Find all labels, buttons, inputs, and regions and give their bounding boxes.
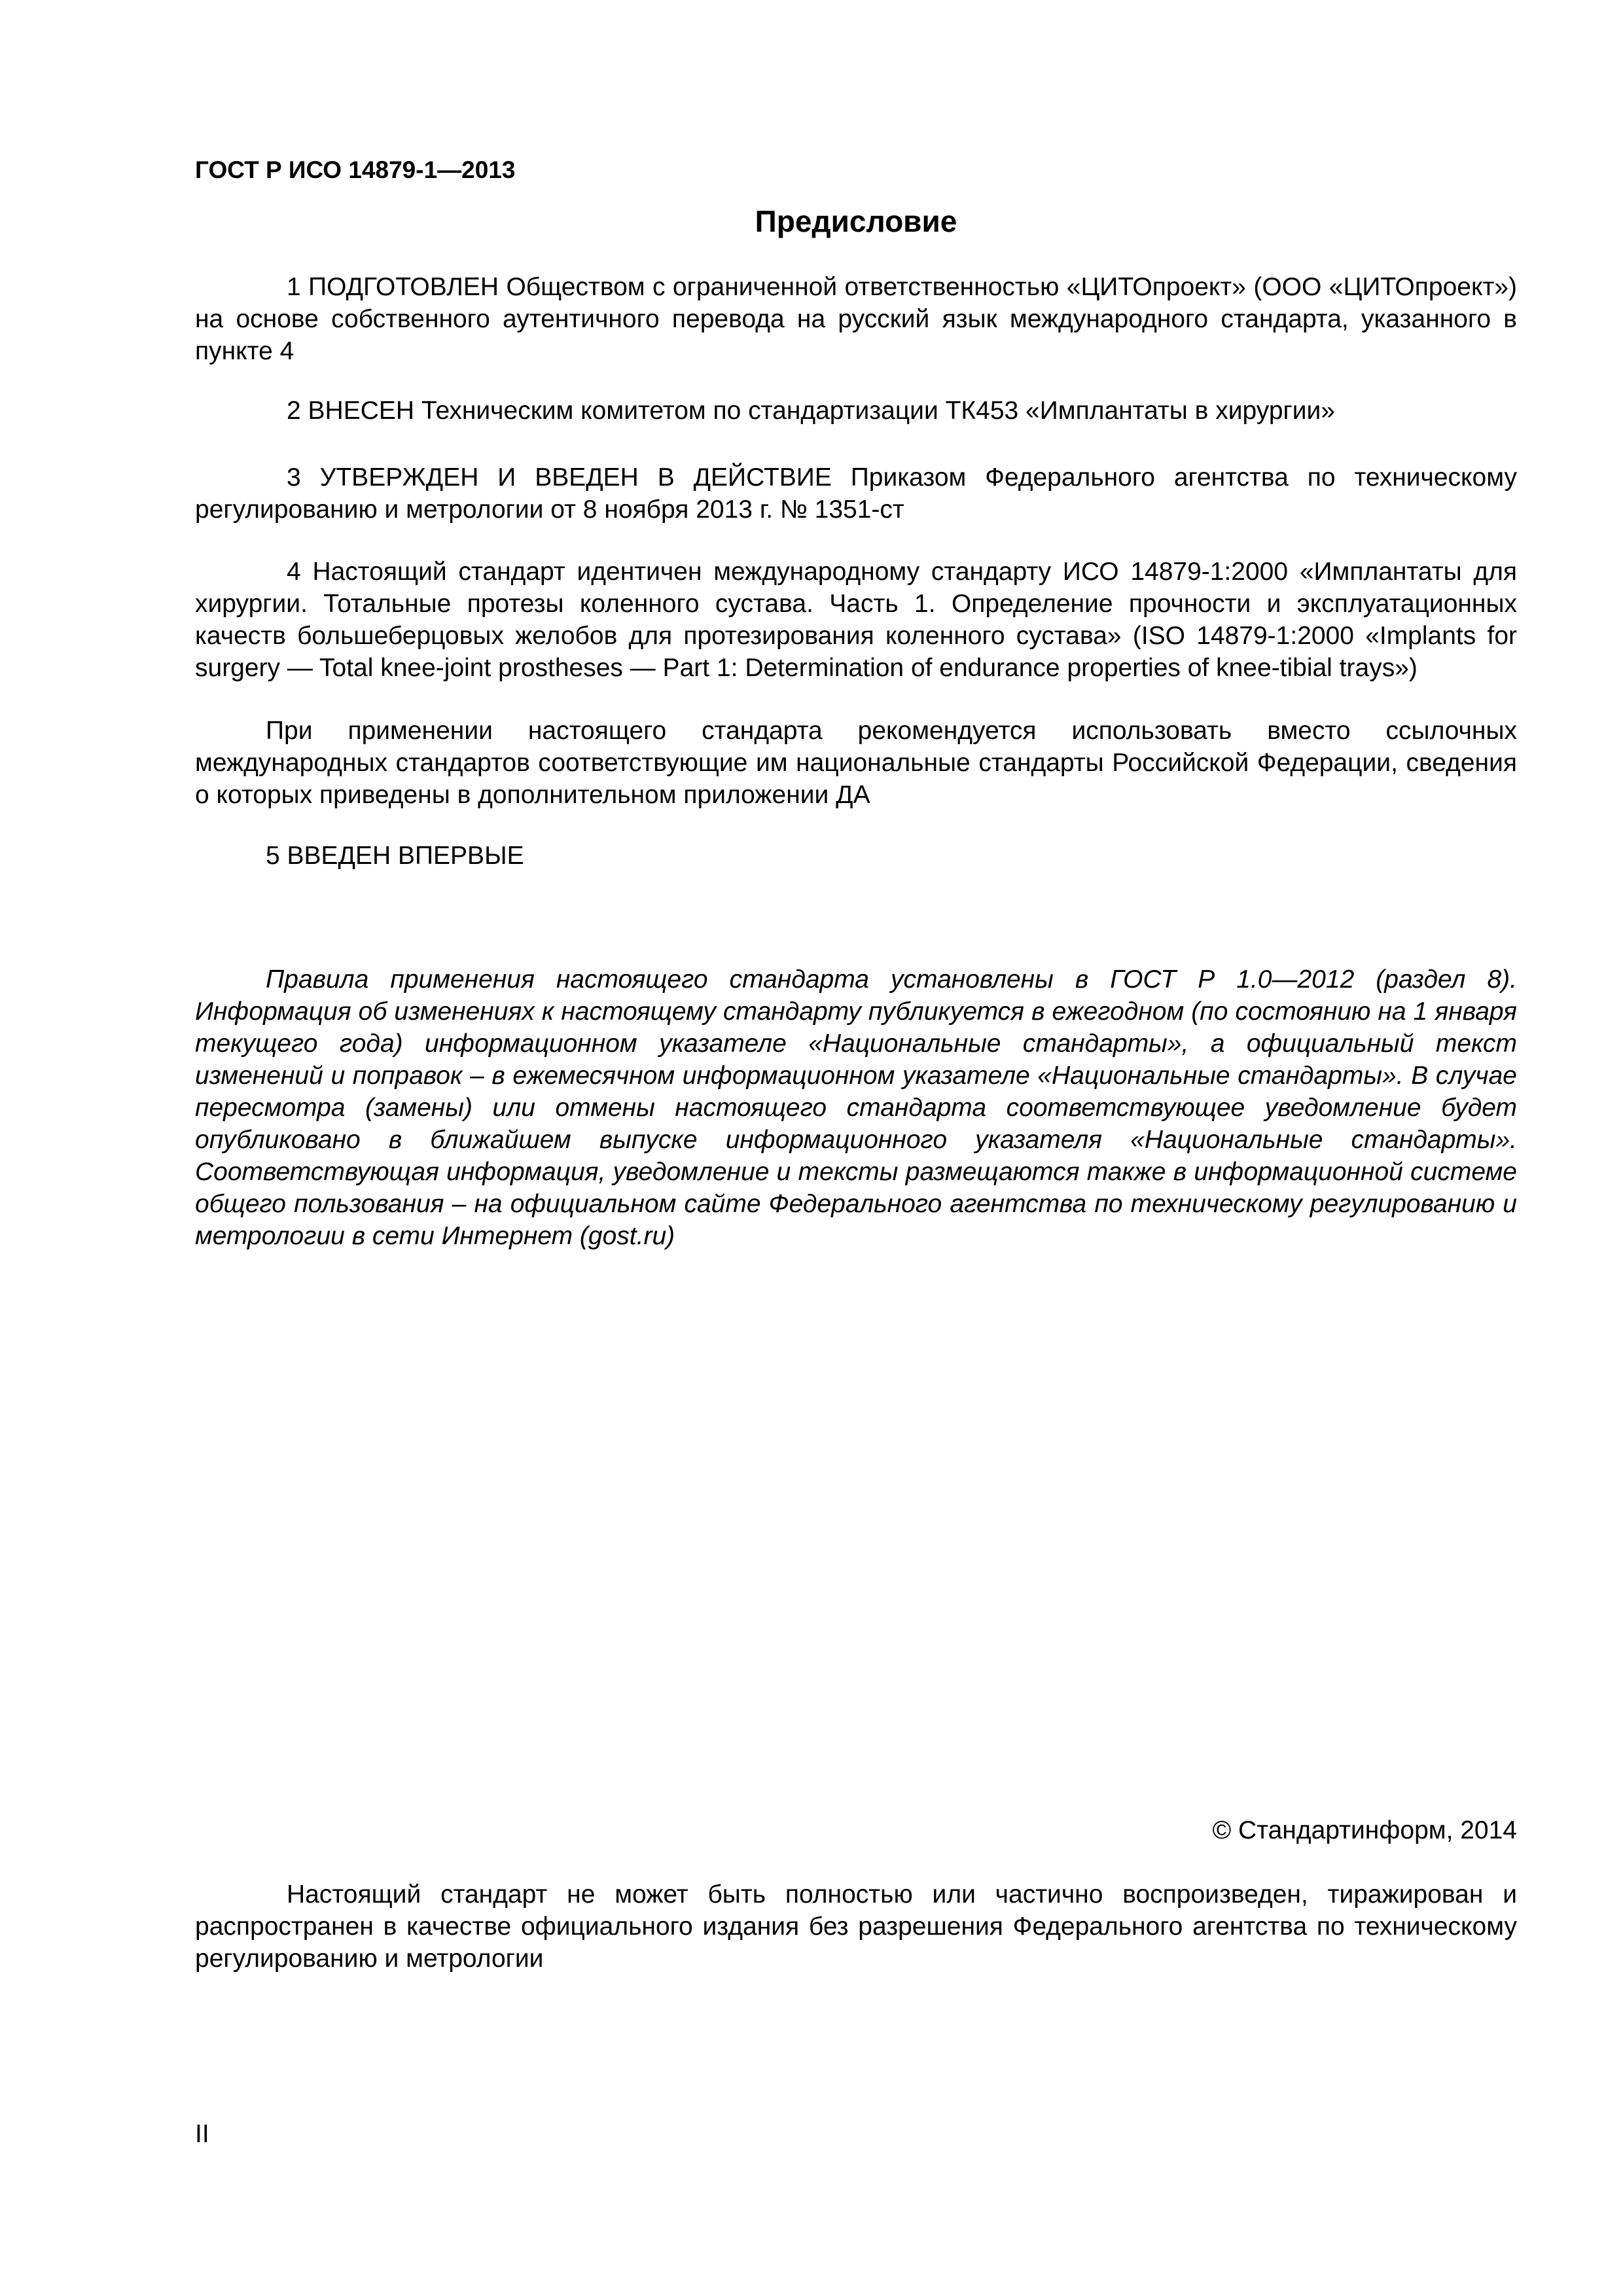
- reproduction-notice-paragraph: Настоящий стандарт не может быть полностью или частично воспроизведен, тиражирован и распространен в качестве официального издания без разрешения Федерального агентства по техническому регулированию и метрологии: [195, 1880, 1517, 1973]
- section-3-paragraph: 3 УТВЕРЖДЕН И ВВЕДЕН В ДЕЙСТВИЕ Приказом Федерального агентства по техническому регулированию и метрологии от 8 ноября 2013 г. № 1351-ст: [195, 463, 1517, 524]
- section-5-paragraph: 5 ВВЕДЕН ВПЕРВЫЕ: [266, 842, 524, 870]
- page-title: Предисловие: [755, 204, 957, 238]
- section-4-paragraph: 4 Настоящий стандарт идентичен международному стандарту ИСО 14879-1:2000 «Имплантаты для хирургии. Тотальные протезы коленного сустава. Часть 1. Определение прочности и эксплуатационных качеств большеберцовых желобов для протезирования коленного сустава» (ISO 14879-1:2000 «Implants for surgery — Total knee-joint prostheses — Part 1: Determination of endurance properties of knee-tibial trays»): [195, 558, 1517, 682]
- section-2-paragraph: 2 ВНЕСЕН Техническим комитетом по стандартизации ТК453 «Имплантаты в хирургии»: [287, 397, 1335, 425]
- copyright-notice: © Стандартинформ, 2014: [1212, 1816, 1517, 1844]
- section-4-note-paragraph: При применении настоящего стандарта рекомендуется использовать вместо ссылочных международных стандартов соответствующие им национальные стандарты Российской Федерации, сведения о которых приведены в дополнительном приложении ДА: [195, 717, 1517, 809]
- section-1-paragraph: 1 ПОДГОТОВЛЕН Обществом с ограниченной ответственностью «ЦИТОпроект» (ООО «ЦИТОпроект») на основе собственного аутентичного перевода на русский язык международного стандарта, указанного в пункте 4: [195, 273, 1517, 365]
- page-number: II: [195, 2120, 209, 2148]
- rules-notice-paragraph: Правила применения настоящего стандарта установлены в ГОСТ Р 1.0—2012 (раздел 8). Информация об изменениях к настоящему стандарту публикуется в ежегодном (по состоянию на 1 января текущего года) информационном указателе «Национальные стандарты», а официальный текст изменений и поправок – в ежемесячном информационном указателе «Национальные стандарты». В случае пересмотра (замены) или отмены настоящего стандарта соответствующее уведомление будет опубликовано в ближайшем выпуске информационного указателя «Национальные стандарты». Соответствующая информация, уведомление и тексты размещаются также в информационной системе общего пользования – на официальном сайте Федерального агентства по техническому регулированию и метрологии в сети Интернет (gost.ru): [195, 965, 1517, 1250]
- standard-designation: ГОСТ Р ИСО 14879-1—2013: [195, 156, 516, 183]
